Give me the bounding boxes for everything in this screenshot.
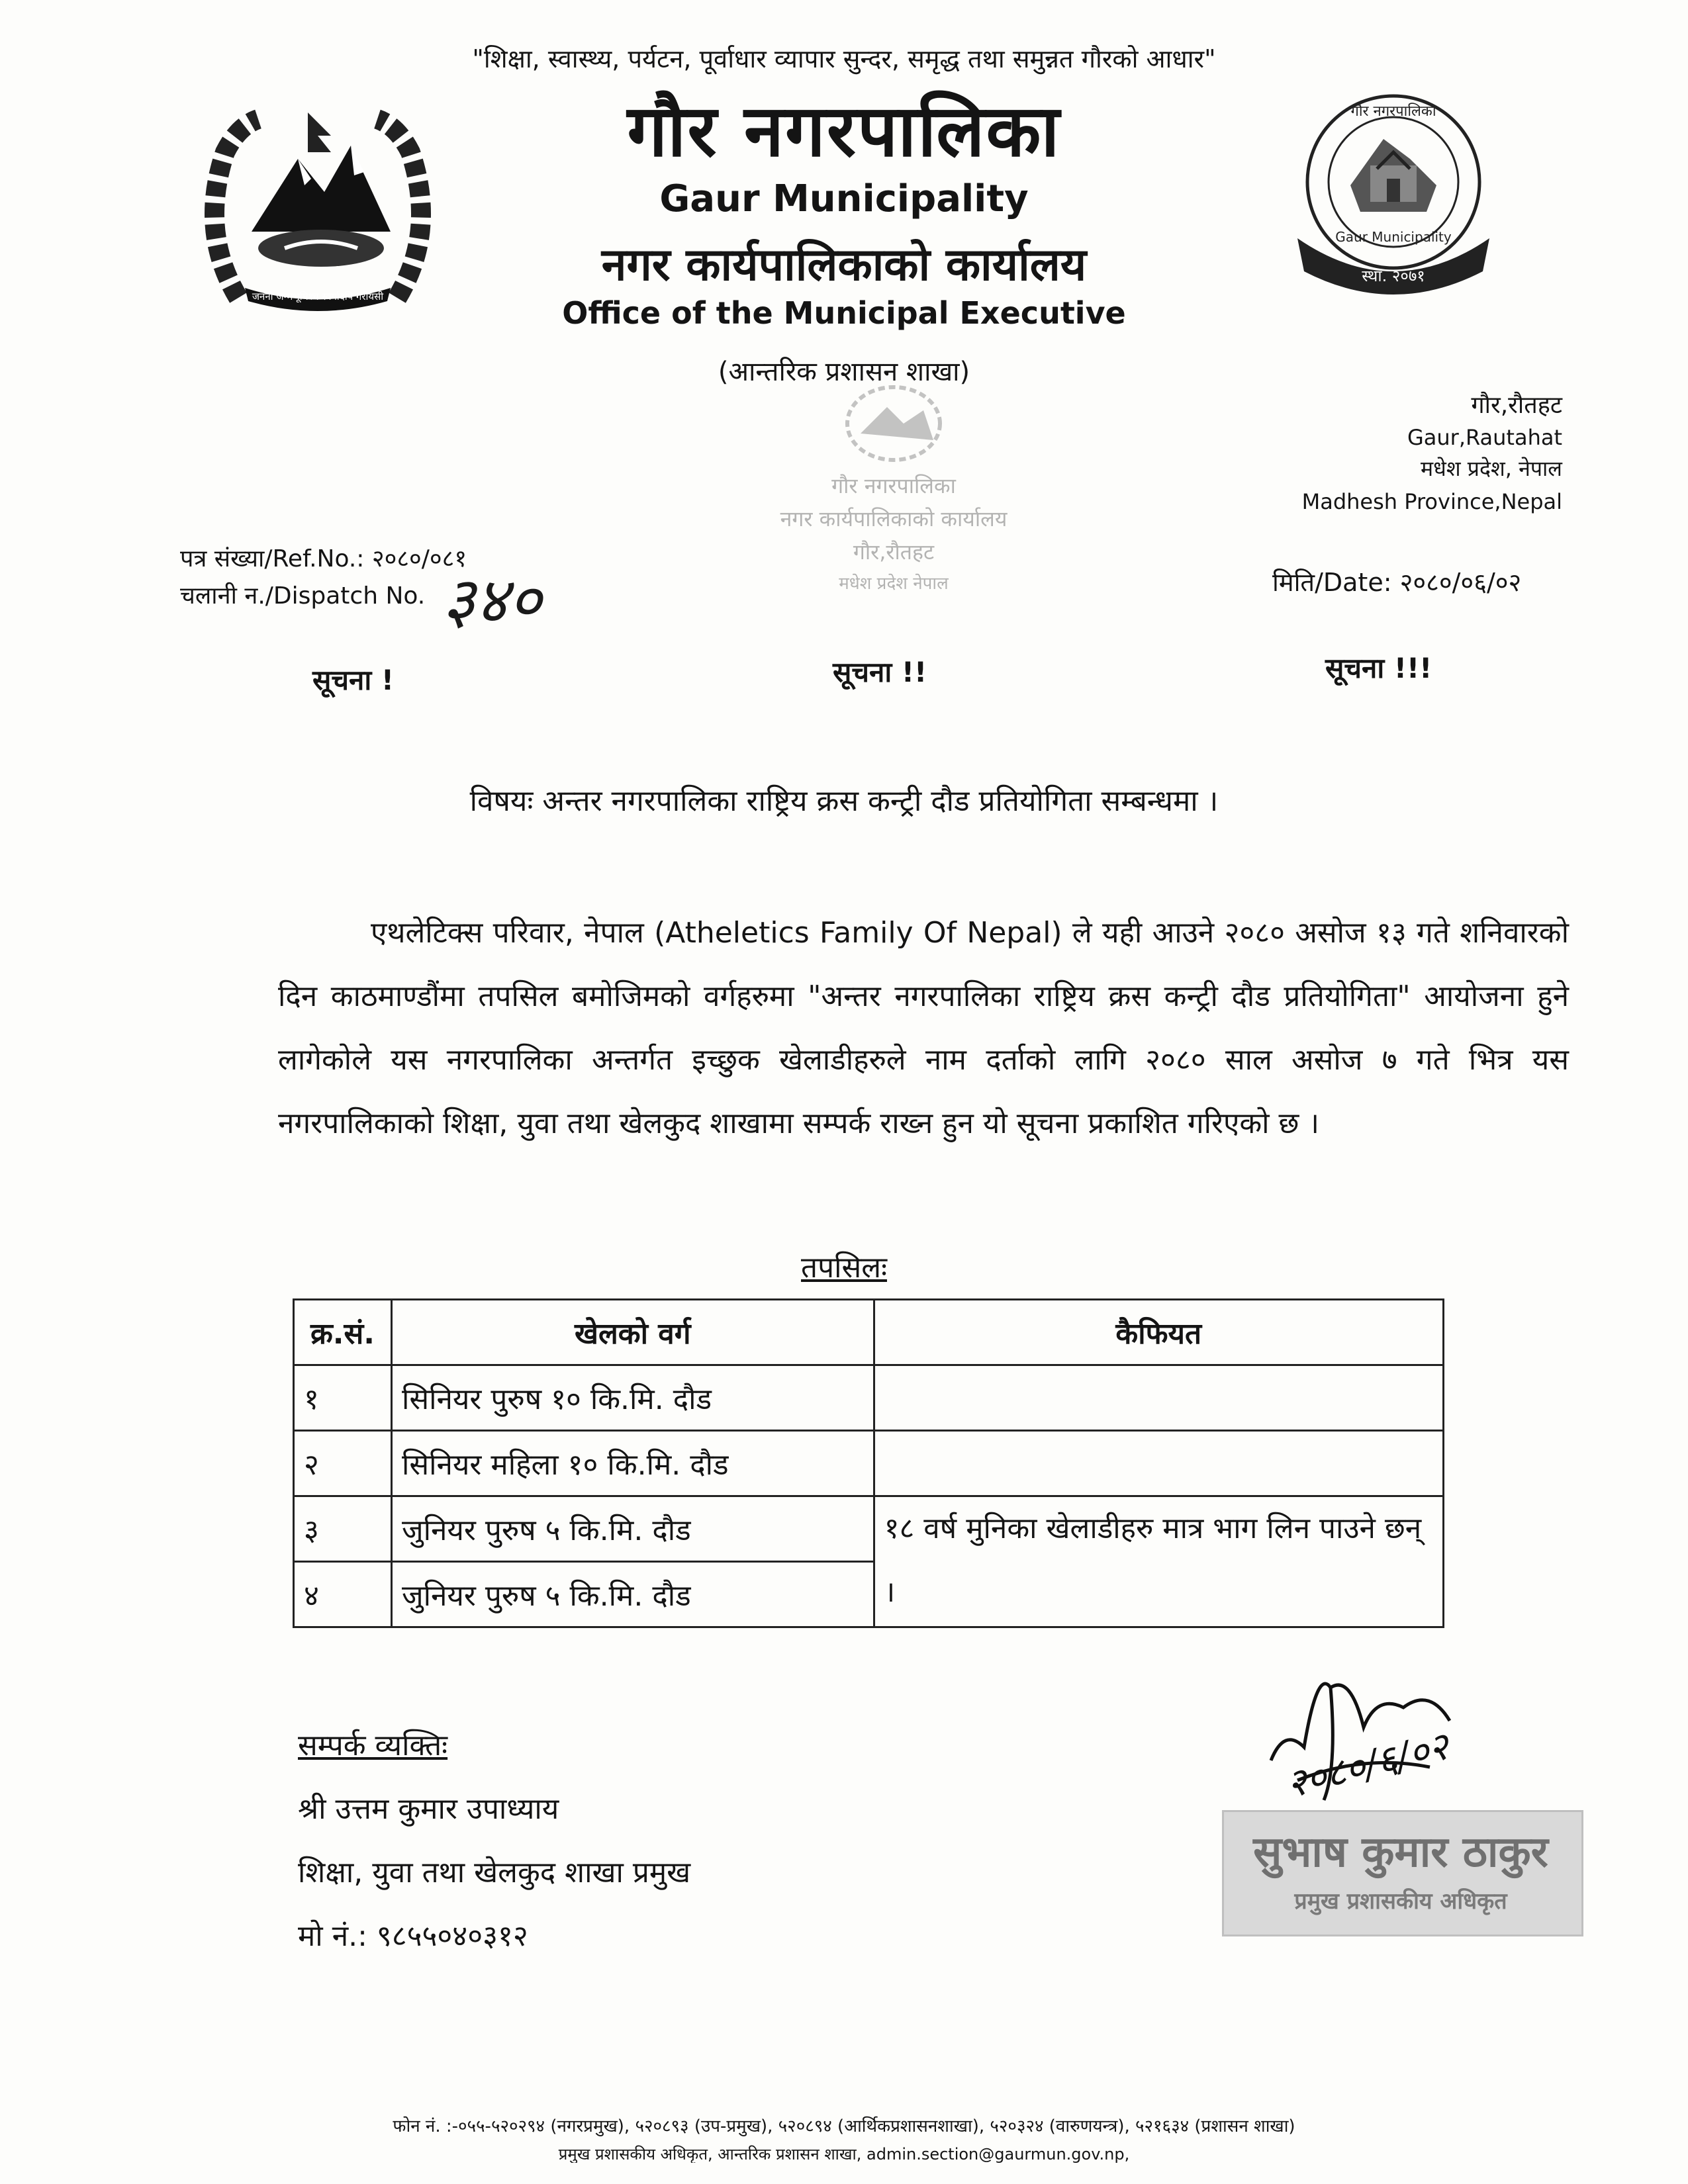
ref-label: पत्र संख्या/Ref.No.: xyxy=(180,545,365,572)
table-row xyxy=(294,1431,1444,1496)
office-name-np: नगर कार्यपालिकाको कार्यालय xyxy=(601,239,1087,291)
notice-1: सूचना ! xyxy=(312,664,395,696)
motto: "शिक्षा, स्वास्थ्य, पर्यटन, पूर्वाधार व्यापार सुन्दर, समृद्ध तथा समुन्नत गौरको आधार" xyxy=(472,44,1216,73)
branch-name: (आन्तरिक प्रशासन शाखा) xyxy=(718,357,970,387)
contact-block xyxy=(298,1714,690,1968)
row-category: सिनियर पुरुष १० कि.मि. दौड xyxy=(391,1365,874,1431)
office-name-en: Office of the Municipal Executive xyxy=(562,295,1126,331)
officer-stamp-name: सुभाष कुमार ठाकुर xyxy=(1253,1828,1548,1877)
date xyxy=(1272,565,1521,599)
notice-body xyxy=(278,901,1569,1156)
dispatch-number: ३४० xyxy=(442,563,541,637)
table-header-row xyxy=(294,1300,1444,1365)
notice-body-text: एथलेटिक्स परिवार, नेपाल (Atheletics Family Of Nepal) ले यही आउने २०८० असोज १३ गते शनिवारको दिन काठमाण्डौंमा तपसिल बमोजिमको वर्गहरुमा "अन्तर नगरपालिका राष्ट्रिय क्रस कन्ट्री दौड प्रतियोगिता" आयोजना हुने लागेकोले यस नगरपालिका अन्तर्गत इच्छुक खेलाडीहरुले नाम दर्ताको लागि २०८० साल असोज ७ गते भित्र यस नगरपालिकाको शिक्षा, युवा तथा खेलकुद शाखामा सम्पर्क राख्न हुन यो सूचना प्रकाशित गरिएको छ । xyxy=(278,916,1569,1140)
row-category: जुनियर पुरुष ५ कि.मि. दौड xyxy=(391,1562,874,1627)
row-sn: ४ xyxy=(294,1562,392,1627)
notice-3: सूचना !!! xyxy=(1325,652,1432,684)
table-row xyxy=(294,1365,1444,1431)
row-remarks xyxy=(874,1365,1443,1431)
notice-2: सूचना !! xyxy=(833,656,927,688)
office-stamp-icon xyxy=(755,377,1033,615)
stamp-line-1: गौर नगरपालिका xyxy=(831,473,956,498)
header-sn: क्र.सं. xyxy=(294,1300,392,1365)
table-row xyxy=(294,1496,1444,1562)
signature-date: २०८०/६/०२ xyxy=(1282,1723,1454,1807)
row-remarks: १८ वर्ष मुनिका खेलाडीहरु मात्र भाग लिन पाउने छन् । xyxy=(874,1496,1443,1627)
ref-number xyxy=(180,541,467,574)
date-value: २०८०/०६/०२ xyxy=(1399,568,1522,597)
table-caption: तपसिलः xyxy=(801,1251,887,1285)
contact-name: श्री उत्तम कुमार उपाध्याय xyxy=(298,1792,559,1826)
stamp-line-3: गौर,रौतहट xyxy=(853,539,935,565)
subject: विषयः अन्तर नगरपालिका राष्ट्रिय क्रस कन्ट्री दौड प्रतियोगिता सम्बन्धमा । xyxy=(469,784,1219,818)
header-remarks: कैफियत xyxy=(874,1300,1443,1365)
officer-stamp-title: प्रमुख प्रशासकीय अधिकृत xyxy=(1294,1888,1507,1915)
address-line-1: गौर,रौतहट xyxy=(1471,392,1562,419)
emblem-motto: जननी जन्मभूमिश्च स्वर्गादपि गरीयसी xyxy=(252,291,384,302)
municipality-name-en: Gaur Municipality xyxy=(659,177,1029,220)
contact-phone: मो नं.: ९८५५०४०३१२ xyxy=(298,1919,528,1953)
row-remarks xyxy=(874,1431,1443,1496)
date-label: मिति/Date: xyxy=(1272,568,1392,597)
footer-email: प्रमुख प्रशासकीय अधिकृत, आन्तरिक प्रशासन शाखा, admin.section@gaurmun.gov.np, xyxy=(558,2145,1130,2163)
stamp-line-4: मधेश प्रदेश नेपाल xyxy=(839,574,949,594)
dispatch-label: चलानी न./Dispatch No. xyxy=(180,582,426,610)
contact-heading: सम्पर्क व्यक्तिः xyxy=(298,1729,448,1762)
logo-name-en: Gaur Municipality xyxy=(1335,229,1452,245)
address-line-2: Gaur,Rautahat xyxy=(1407,425,1562,450)
footer-phones: फोन नं. :-०५५-५२०२९४ (नगरप्रमुख), ५२०८९३ (उप-प्रमुख), ५२०८९४ (आर्थिकप्रशासनशाखा), ५२०३२४ (वारुणयन्त्र), ५२१६३४ (प्रशासन शाखा) xyxy=(393,2116,1295,2136)
stamp-line-2: नगर कार्यपालिकाको कार्यालय xyxy=(780,506,1008,531)
logo-year: स्था. २०७१ xyxy=(1362,267,1425,285)
header-category: खेलको वर्ग xyxy=(391,1300,874,1365)
row-sn: १ xyxy=(294,1365,392,1431)
municipality-name-np: गौर नगरपालिका xyxy=(627,90,1061,173)
row-sn: २ xyxy=(294,1431,392,1496)
address-line-3: मधेश प्रदेश, नेपाल xyxy=(1421,456,1562,481)
ref-value: २०८०/०८१ xyxy=(371,545,467,572)
row-category: सिनियर महिला १० कि.मि. दौड xyxy=(391,1431,874,1496)
row-sn: ३ xyxy=(294,1496,392,1562)
event-table xyxy=(293,1298,1444,1628)
address-line-4: Madhesh Province,Nepal xyxy=(1301,489,1562,514)
row-category: जुनियर पुरुष ५ कि.मि. दौड xyxy=(391,1496,874,1562)
logo-name-np: गौर नगरपालिका xyxy=(1350,103,1436,120)
contact-role: शिक्षा, युवा तथा खेलकुद शाखा प्रमुख xyxy=(298,1856,691,1889)
